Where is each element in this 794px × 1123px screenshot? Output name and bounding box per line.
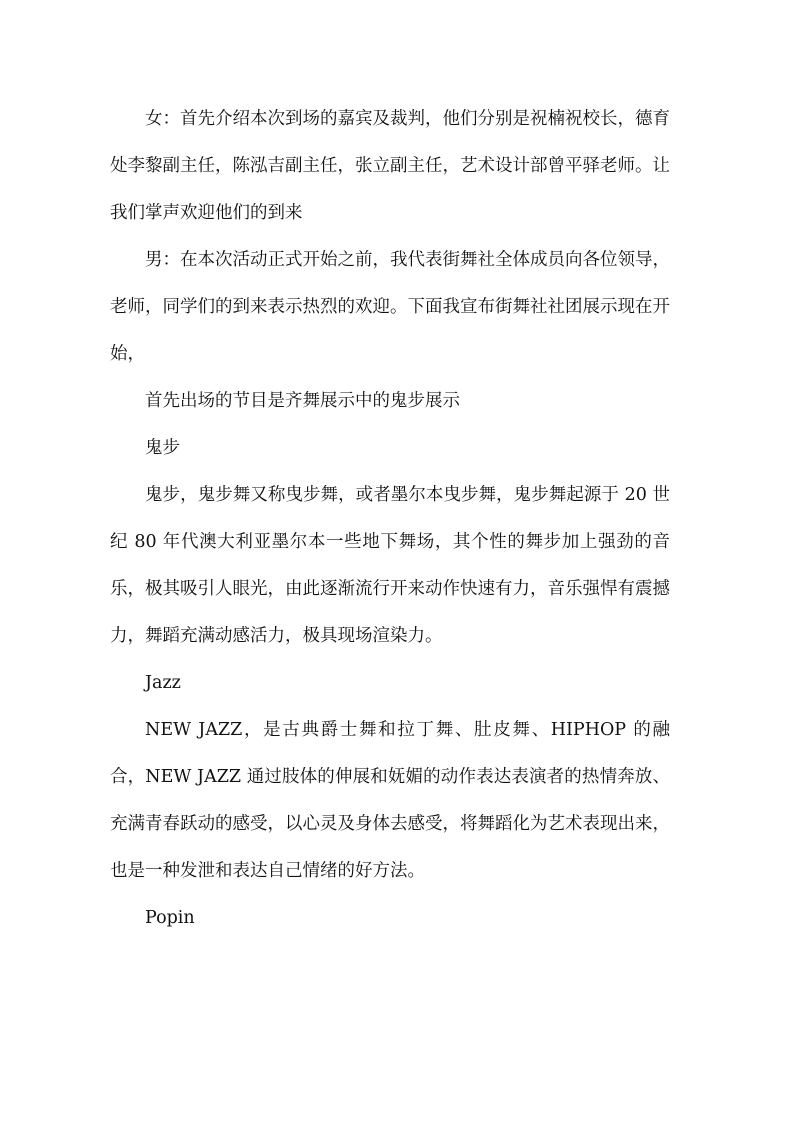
paragraph-jazz-description: NEW JAZZ，是古典爵士舞和拉丁舞、肚皮舞、HIPHOP 的融合，NEW JAZZ 通过肢体的伸展和妩媚的动作表达表演者的热情奔放、充满青春跃动的感受，以心灵及身体去感受，将舞蹈化为艺术表现出来，也是一种发泄和表达自己情绪的好方法。 — [110, 720, 670, 881]
heading-popin: Popin — [145, 908, 195, 928]
heading-ghost-step: 鬼步 — [145, 438, 180, 458]
paragraph-opening-announcement: 男：在本次活动正式开始之前，我代表街舞社全体成员向各位领导，老师，同学们的到来表示热烈的欢迎。下面我宣布街舞社社团展示现在开始， — [110, 250, 670, 364]
heading-jazz: Jazz — [145, 673, 181, 693]
paragraph-ghost-step-description: 鬼步，鬼步舞又称曳步舞，或者墨尔本曳步舞，鬼步舞起源于 20 世纪 80 年代澳大利亚墨尔本一些地下舞场，其个性的舞步加上强劲的音乐，极其吸引人眼光，由此逐渐流行开来动作快速有力，音乐强悍有震撼力，舞蹈充满动感活力，极具现场渲染力。 — [110, 485, 670, 646]
paragraph-guest-introduction: 女：首先介绍本次到场的嘉宾及裁判，他们分别是祝楠祝校长，德育处李黎副主任，陈泓吉副主任，张立副主任，艺术设计部曾平驿老师。让我们掌声欢迎他们的到来 — [110, 109, 670, 223]
paragraph-first-program: 首先出场的节目是齐舞展示中的鬼步展示 — [145, 391, 460, 411]
document-body — [110, 96, 670, 942]
